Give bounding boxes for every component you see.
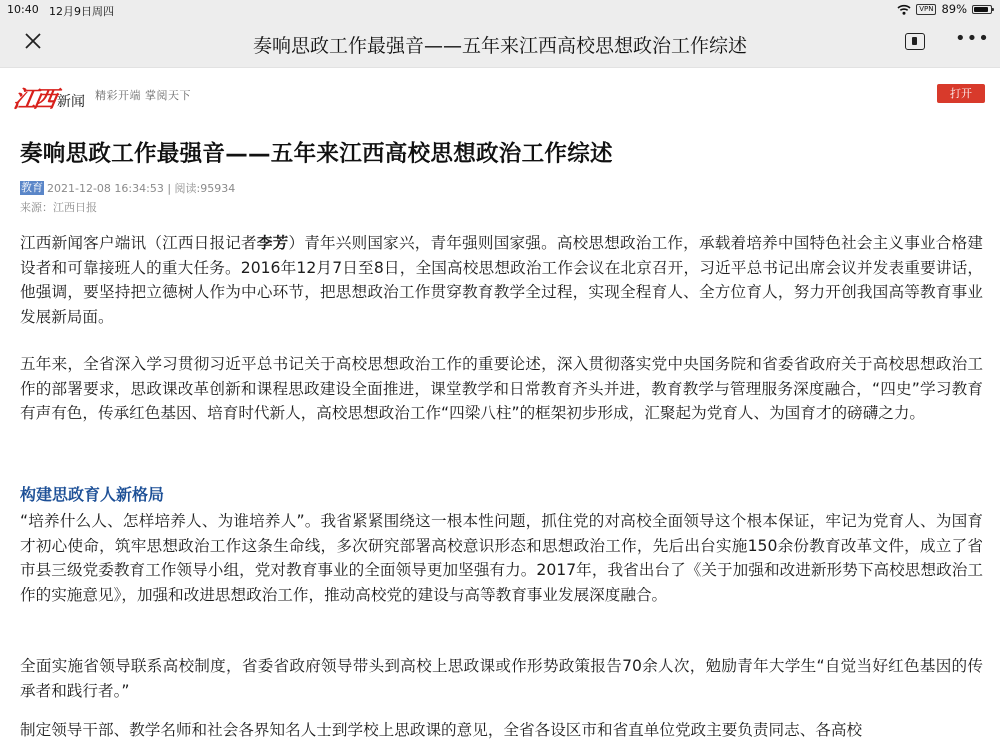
more-button[interactable] xyxy=(955,28,990,51)
close-icon xyxy=(20,28,46,54)
paragraph-text: ）青年兴则国家兴，青年强则国家强。高校思想政治工作，承载着培养中国特色社会主义事业合格建设者和可靠接班人的重大任务。2016年12月7日至8日，全国高校思想政治工作会议在北京召开，习近平总书记出席会议并发表重要讲话，他强调，要坚持把立德树人作为中心环节，把思想政治工作贯穿教育教学全过程，实现全程育人、全方位育人，努力开创我国高等教育事业发展新局面。 xyxy=(20,234,983,326)
article-paragraph: 全面实施省领导联系高校制度，省委省政府领导带头到高校上思政课或作形势政策报告70余人次，勉励青年大学生“自觉当好红色基因的传承者和践行者。” xyxy=(20,657,983,700)
article-paragraph: 五年来，全省深入学习贯彻习近平总书记关于高校思想政治工作的重要论述，深入贯彻落实党中央国务院和省委省政府关于高校思想政治工作的部署要求，思政课改革创新和课程思政建设全面推进，课堂教学和日常教育齐头并进，教育教学与管理服务深度融合，“四史”学习教育有声有色，传承红色基因、培育时代新人，高校思想政治工作“四梁八柱”的框架初步形成，汇聚起为党育人、为国育才的磅礴之力。 xyxy=(20,355,983,422)
paragraph-text: 江西新闻客户端讯（江西日报记者 xyxy=(20,234,257,252)
article-source xyxy=(20,199,97,215)
status-bar xyxy=(0,0,1000,20)
battery-icon xyxy=(972,5,992,14)
picture-in-picture-button[interactable] xyxy=(905,33,925,50)
logo-red-text: 江西 xyxy=(11,86,57,113)
close-button[interactable] xyxy=(20,28,46,54)
brand-bar xyxy=(0,68,1000,120)
publish-time: 2021-12-08 16:34:53 xyxy=(47,181,164,195)
status-time: 10:40 xyxy=(7,3,39,16)
section-heading: 构建思政育人新格局 xyxy=(20,485,165,504)
article-paragraph: 制定领导干部、教学名师和社会各界知名人士到学校上思政课的意见，全省各设区市和省直单位党政主要负责同志、各高校 xyxy=(20,721,863,739)
wifi-icon xyxy=(897,4,911,15)
browser-top-bar xyxy=(0,0,1000,68)
category-tag[interactable]: 教育 xyxy=(21,181,43,194)
logo-black-text: 新闻 xyxy=(57,94,85,110)
article-meta xyxy=(20,180,235,196)
jiangxi-news-logo xyxy=(11,81,85,114)
more-icon: ••• xyxy=(955,28,990,49)
meta-separator: | xyxy=(163,181,175,195)
open-app-button[interactable]: 打开 xyxy=(937,84,985,103)
source-name: 江西日报 xyxy=(53,201,97,214)
brand-slogan: 精彩开端 掌阅天下 xyxy=(95,89,191,102)
picture-in-picture-icon xyxy=(912,37,917,45)
reads-label: 阅读: xyxy=(174,182,201,195)
status-date: 12月9日周四 xyxy=(49,5,114,18)
status-right xyxy=(897,2,992,16)
battery-percent: 89% xyxy=(941,2,967,16)
reporter-name: 李芳 xyxy=(256,234,289,252)
reads-count: 95934 xyxy=(200,181,236,195)
article-paragraph xyxy=(20,231,983,329)
source-label: 来源： xyxy=(20,201,53,214)
vpn-badge: VPN xyxy=(916,4,936,15)
article-headline: 奏响思政工作最强音——五年来江西高校思想政治工作综述 xyxy=(20,141,613,167)
article-paragraph: “培养什么人、怎样培养人、为谁培养人”。我省紧紧围绕这一根本性问题，抓住党的对高校全面领导这个根本保证，牢记为党育人、为国育才初心使命，筑牢思想政治工作这条生命线，多次研究部署高校意识形态和思想政治工作，先后出台实施150余份教育改革文件，成立了省市县三级党委教育工作领导小组，党对教育事业的全面领导更加坚强有力。2017年，我省出台了《关于加强和改进新形势下高校思想政治工作的实施意见》，加强和改进思想政治工作，推动高校党的建设与高等教育事业发展深度融合。 xyxy=(20,512,983,604)
page-title: 奏响思政工作最强音——五年来江西高校思想政治工作综述 xyxy=(252,35,747,57)
